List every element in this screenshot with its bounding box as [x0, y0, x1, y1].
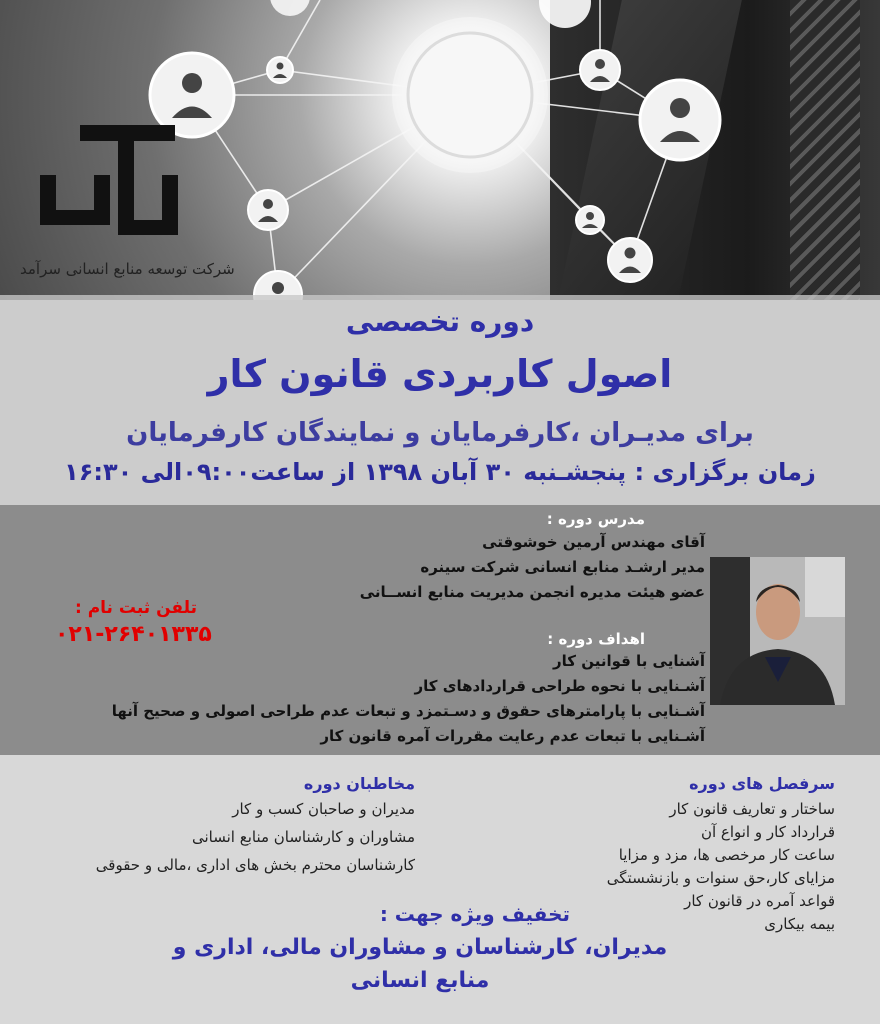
person-node-icon — [580, 50, 620, 90]
instructor-portrait-icon — [710, 557, 845, 705]
instructor-line: آقای مهندس آرمین خوشوقتی — [482, 533, 705, 551]
registration-phone[interactable]: ۰۲۱-۲۶۴۰۱۳۳۵ — [55, 622, 212, 647]
course-title: اصول کاربردی قانون کار — [207, 352, 673, 396]
instructor-line: مدیر ارشـد منابع انسانی شرکت سینره — [420, 558, 705, 576]
person-node-icon — [267, 57, 293, 83]
discount-heading: تخفیف ویژه جهت : — [379, 902, 570, 926]
instructor-heading: مدرس دوره : — [546, 510, 645, 528]
schedule-line: زمان برگزاری : پنجشـنبه ۳۰ آبان ۱۳۹۸ از ساعت۰۹:۰۰الی ۱۶:۳۰ — [64, 458, 816, 486]
instructor-photo — [710, 557, 845, 705]
person-node-icon — [248, 190, 288, 230]
person-node-icon — [640, 80, 720, 160]
syllabus-item: قواعد آمره در قانون کار — [684, 892, 835, 910]
syllabus-item: ساعت کار مرخصی ها، مزد و مزایا — [618, 846, 835, 864]
audience-item: کارشناسان محترم بخش های اداری ،مالی و حقوقی — [95, 856, 415, 874]
audience-item: مدیران و صاحبان کسب و کار — [232, 800, 415, 818]
syllabus-item: ساختار و تعاریف قانون کار — [669, 800, 835, 818]
company-name: شرکت توسعه منابع انسانی سرآمد — [20, 260, 235, 278]
course-type: دوره تخصصی — [345, 305, 535, 338]
person-node-icon — [576, 206, 604, 234]
target-audience-line: برای مدیـران ،کارفرمایان و نمایندگان کارفرمایان — [126, 418, 754, 448]
syllabus-item: مزایای کار،حق سنوات و بازنشستگی — [606, 869, 835, 887]
syllabus-item: قرارداد کار و انواع آن — [700, 823, 835, 841]
goal-item: آشنایی با قوانین کار — [553, 652, 705, 670]
audience-heading: مخاطبان دوره — [303, 774, 415, 793]
instructor-line: عضو هیئت مدیره انجمن مدیریت منابع انســانی — [359, 583, 705, 601]
discount-line: مدیران، کارشناسان و مشاوران مالی، اداری و — [172, 935, 668, 960]
person-node-icon — [608, 238, 652, 282]
registration-phone-label: تلفن ثبت نام : — [75, 598, 197, 618]
discount-line: منابع انسانی — [350, 968, 490, 993]
goal-item: آشـنایی با تبعات عدم رعایت مقررات آمره قانون کار — [320, 727, 705, 745]
audience-item: مشاوران و کارشناسان منابع انسانی — [191, 828, 415, 846]
company-logo — [30, 120, 190, 250]
syllabus-item: بیمه بیکاری — [764, 915, 835, 933]
goal-item: آشـنایی با نحوه طراحی قراردادهای کار — [414, 677, 705, 695]
goal-item: آشـنایی با پارامترهای حقوق و دسـتمزد و تبعات عدم طراحی اصولی و صحیح آنها — [111, 702, 705, 720]
goals-heading: اهداف دوره : — [547, 630, 645, 648]
syllabus-heading: سرفصل های دوره — [689, 774, 835, 793]
